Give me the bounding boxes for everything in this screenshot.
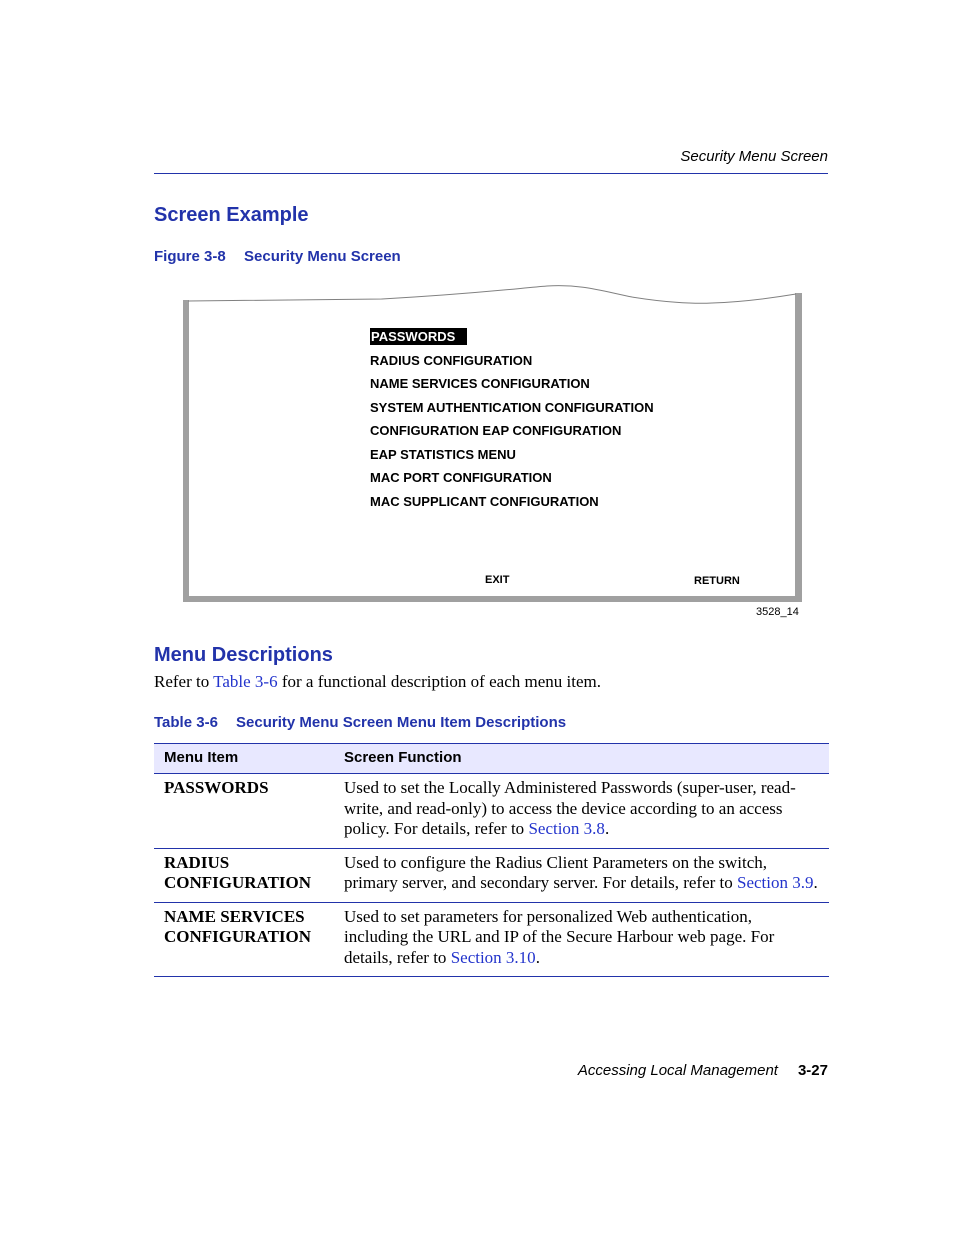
table-row (154, 902, 829, 977)
menu-item-cell (154, 848, 334, 902)
menu-item-mac-port-configuration[interactable]: MAC PORT CONFIGURATION (370, 470, 552, 485)
table-number: Table 3-6 (154, 714, 218, 731)
function-text-end: . (535, 947, 540, 967)
table-title: Security Menu Screen Menu Item Descriptions (236, 714, 567, 731)
column-header-menu-item: Menu Item (154, 744, 334, 774)
menu-item-passwords[interactable]: PASSWORDS (370, 328, 467, 345)
frame-right-border (795, 293, 802, 602)
intro-paragraph (154, 672, 601, 692)
exit-command[interactable]: EXIT (485, 574, 510, 586)
figure-id: 3528_14 (756, 606, 799, 618)
running-footer (578, 1062, 828, 1079)
menu-item-cell (154, 902, 334, 977)
function-text-end: . (604, 819, 610, 838)
return-command[interactable]: RETURN (694, 575, 740, 587)
function-text-end: . (813, 873, 818, 892)
section-link[interactable]: Section 3.8 (528, 819, 605, 838)
column-header-screen-function: Screen Function (334, 744, 829, 774)
screen-function-cell (334, 902, 829, 977)
figure-caption (154, 248, 401, 265)
table-caption (154, 714, 566, 731)
figure-number: Figure 3-8 (154, 248, 226, 265)
menu-item-eap-statistics-menu[interactable]: EAP STATISTICS MENU (370, 447, 516, 462)
menu-item-system-authentication-configuration[interactable]: SYSTEM AUTHENTICATION CONFIGURATION (370, 400, 654, 415)
frame-bottom-border (183, 596, 802, 602)
menu-item-name: PASSWORDS (164, 778, 269, 797)
section-heading-screen-example: Screen Example (154, 204, 309, 226)
section-heading-menu-descriptions: Menu Descriptions (154, 644, 333, 666)
figure-title: Security Menu Screen (244, 248, 401, 265)
menu-item-name-services-configuration[interactable]: NAME SERVICES CONFIGURATION (370, 376, 590, 391)
menu-item-mac-supplicant-configuration[interactable]: MAC SUPPLICANT CONFIGURATION (370, 494, 599, 509)
menu-item-name-line2: CONFIGURATION (164, 927, 312, 946)
running-header: Security Menu Screen (680, 148, 828, 165)
table-row (154, 774, 829, 849)
menu-item-name: RADIUS (164, 852, 230, 872)
table-header-row (154, 744, 829, 774)
frame-torn-edge (188, 286, 796, 304)
intro-text-end: for a functional description of each menu item. (277, 672, 601, 691)
menu-item-radius-configuration[interactable]: RADIUS CONFIGURATION (370, 353, 533, 368)
intro-text: Refer to (154, 672, 214, 691)
screen-frame (182, 284, 804, 604)
page-number: 3-27 (797, 1062, 828, 1079)
function-text: Used to set the Locally Administered Passwords (super-user, read-write, and read-only) to access the device according to an access policy. For details, refer to (344, 778, 796, 838)
function-text: Used to set parameters for personalized Web authentication, including the URL and IP of the Secure Harbour web page. For details, refer to (344, 906, 775, 967)
screen-function-cell (334, 774, 829, 849)
function-text: Used to configure the Radius Client Parameters on the switch, primary server, and secondary server. For details, refer to (344, 852, 768, 892)
menu-item-name-line2: CONFIGURATION (164, 873, 312, 892)
header-rule (154, 173, 828, 174)
table-row (154, 848, 829, 902)
menu-item-name: NAME SERVICES (164, 906, 305, 926)
section-link[interactable]: Section 3.10 (450, 947, 536, 967)
menu-item-cell (154, 774, 334, 849)
table-link[interactable]: Table 3-6 (213, 672, 278, 691)
screen-function-cell (334, 848, 829, 902)
menu-item-configuration-eap-configuration[interactable]: CONFIGURATION EAP CONFIGURATION (370, 423, 622, 438)
frame-left-border (183, 300, 189, 602)
menu-descriptions-table (154, 743, 829, 977)
footer-title: Accessing Local Management (577, 1062, 778, 1079)
section-link[interactable]: Section 3.9 (737, 873, 814, 892)
